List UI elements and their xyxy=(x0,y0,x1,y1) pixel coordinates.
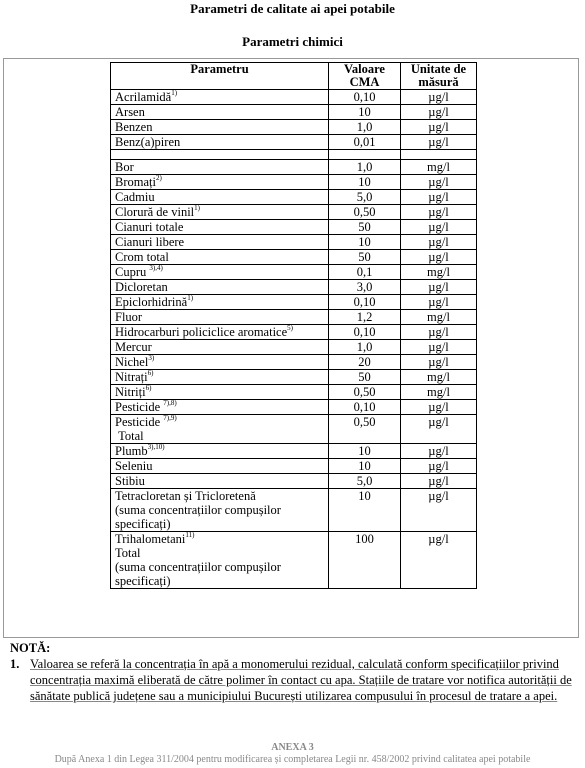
parameter-name: Acrilamidă xyxy=(115,90,172,104)
cma-value: 0,50 xyxy=(329,205,401,220)
unit-cell: µg/l xyxy=(401,120,477,135)
parameter-name: Cadmiu xyxy=(115,190,155,204)
cma-value: 10 xyxy=(329,489,401,532)
parameter-name: Mercur xyxy=(115,340,152,354)
cma-value: 50 xyxy=(329,220,401,235)
parameter-name: Tetracloretan și Tricloretenă xyxy=(115,489,256,503)
table-row xyxy=(111,135,477,150)
unit-cell: µg/l xyxy=(401,205,477,220)
parameter-name-cell xyxy=(111,120,329,135)
cma-value: 1,0 xyxy=(329,120,401,135)
unit-cell: µg/l xyxy=(401,340,477,355)
parameter-name-cell xyxy=(111,532,329,589)
parameter-name-cell xyxy=(111,474,329,489)
cma-value: 10 xyxy=(329,459,401,474)
footnote-ref: 3),4) xyxy=(149,264,163,272)
unit-cell: µg/l xyxy=(401,220,477,235)
parameter-name-cell xyxy=(111,310,329,325)
parameter-name: Seleniu xyxy=(115,459,153,473)
table-row xyxy=(111,120,477,135)
parameter-name-cell xyxy=(111,340,329,355)
parameter-name-cell xyxy=(111,295,329,310)
table-row xyxy=(111,474,477,489)
parameter-name: Benz(a)piren xyxy=(115,135,181,149)
cma-value: 5,0 xyxy=(329,474,401,489)
cma-value: 1,0 xyxy=(329,340,401,355)
unit-cell: µg/l xyxy=(401,235,477,250)
parameter-name-cell xyxy=(111,135,329,150)
table-row xyxy=(111,355,477,370)
unit-cell: mg/l xyxy=(401,370,477,385)
parameter-name: Dicloretan xyxy=(115,280,168,294)
unit-cell: mg/l xyxy=(401,265,477,280)
unit-cell: µg/l xyxy=(401,190,477,205)
column-header-parametru: Parametru xyxy=(111,63,329,90)
parameter-name: Cupru xyxy=(115,265,150,279)
footnote-ref: 7),8) xyxy=(163,399,177,407)
table-row xyxy=(111,280,477,295)
parameter-name: Bromați xyxy=(115,175,156,189)
parameter-name: Pesticide xyxy=(115,400,164,414)
table-row xyxy=(111,489,477,532)
nota-item-text: Valoarea se referă la concentrația în apă a monomerului rezidual, calculată conform specificațiilor privind concentrația maximă eliberată de către polimer în contact cu apa. Stațiile de tratare vor notifica autorității de sănătate publică județene sau a municipiului București utilizarea compusului în procesul de tratare a apei. xyxy=(30,657,572,703)
parameter-name-cell xyxy=(111,235,329,250)
parameter-name: Clorură de vinil xyxy=(115,205,195,219)
table-row xyxy=(111,459,477,474)
unit-cell: µg/l xyxy=(401,295,477,310)
parameter-name-cell xyxy=(111,400,329,415)
unit-cell: µg/l xyxy=(401,532,477,589)
parameter-name-cell xyxy=(111,355,329,370)
column-header-unitate: Unitate de măsură xyxy=(401,63,477,90)
cma-value: 20 xyxy=(329,355,401,370)
parameter-name-cell xyxy=(111,105,329,120)
parameter-name-cell xyxy=(111,325,329,340)
table-row xyxy=(111,220,477,235)
parameter-name-cell xyxy=(111,160,329,175)
table-row xyxy=(111,370,477,385)
unit-cell: µg/l xyxy=(401,489,477,532)
cma-value: 0,50 xyxy=(329,385,401,400)
cma-value: 10 xyxy=(329,105,401,120)
footnote-ref: 3),10) xyxy=(147,443,165,451)
footnote-ref: 11) xyxy=(185,531,195,539)
document-title: Parametri de calitate ai apei potabile xyxy=(190,1,395,16)
parameter-name: Cianuri libere xyxy=(115,235,185,249)
annex-label: ANEXA 3 xyxy=(271,742,314,753)
parameter-name: Cianuri totale xyxy=(115,220,184,234)
table-row xyxy=(111,250,477,265)
parameter-name: Trihalometani xyxy=(115,532,186,546)
unit-cell: µg/l xyxy=(401,459,477,474)
footnote-ref: 1) xyxy=(194,204,200,212)
table-row xyxy=(111,205,477,220)
footnote-ref: 6) xyxy=(147,369,154,377)
parameter-detail: (suma concentrațiilor compușilor specificați) xyxy=(115,503,285,531)
table-row xyxy=(111,444,477,459)
unit-cell: µg/l xyxy=(401,135,477,150)
table-row xyxy=(111,325,477,340)
cma-value: 1,0 xyxy=(329,160,401,175)
cma-value: 0,10 xyxy=(329,90,401,105)
unit-cell: µg/l xyxy=(401,474,477,489)
parameter-name: Arsen xyxy=(115,105,145,119)
nota-heading: NOTĂ: xyxy=(10,641,51,655)
unit-cell: µg/l xyxy=(401,250,477,265)
parameter-name-cell xyxy=(111,444,329,459)
cma-value: 0,10 xyxy=(329,295,401,310)
cma-value: 1,2 xyxy=(329,310,401,325)
cma-value: 10 xyxy=(329,444,401,459)
parameter-name-cell xyxy=(111,190,329,205)
table-separator-row xyxy=(111,150,477,160)
parameter-name: Benzen xyxy=(115,120,153,134)
table-header-row xyxy=(111,63,477,90)
footnote-ref: 5) xyxy=(287,324,293,332)
unit-cell: µg/l xyxy=(401,105,477,120)
parameter-detail: Total xyxy=(115,429,144,443)
document-subtitle: Parametri chimici xyxy=(242,34,343,49)
parameter-name-cell xyxy=(111,250,329,265)
column-header-valoare: Valoare CMA xyxy=(329,63,401,90)
parameter-name: Epiclorhidrină xyxy=(115,295,188,309)
unit-cell: µg/l xyxy=(401,90,477,105)
source-note: După Anexa 1 din Legea 311/2004 pentru modificarea și completarea Legii nr. 458/2002 privind calitatea apei potabile xyxy=(54,754,531,765)
footnote-ref: 1) xyxy=(171,89,178,97)
table-row xyxy=(111,105,477,120)
unit-cell: µg/l xyxy=(401,400,477,415)
cma-value: 50 xyxy=(329,370,401,385)
parameter-name-cell xyxy=(111,220,329,235)
footnote-ref: 6) xyxy=(145,384,152,392)
unit-cell: µg/l xyxy=(401,325,477,340)
cma-value: 3,0 xyxy=(329,280,401,295)
cma-value: 0,01 xyxy=(329,135,401,150)
unit-cell: mg/l xyxy=(401,385,477,400)
parameter-name: Hidrocarburi policiclice aromatice xyxy=(115,325,288,339)
parameter-name: Stibiu xyxy=(115,474,145,488)
table-row xyxy=(111,160,477,175)
unit-cell: µg/l xyxy=(401,175,477,190)
table-row xyxy=(111,175,477,190)
parameter-name-cell xyxy=(111,459,329,474)
unit-cell: µg/l xyxy=(401,355,477,370)
parameter-name-cell xyxy=(111,489,329,532)
table-row xyxy=(111,385,477,400)
unit-cell: µg/l xyxy=(401,280,477,295)
table-row xyxy=(111,265,477,280)
parameter-name: Nitriți xyxy=(115,385,146,399)
unit-cell: µg/l xyxy=(401,444,477,459)
table-row xyxy=(111,310,477,325)
parameter-name: Nitrați xyxy=(115,370,148,384)
cma-value: 50 xyxy=(329,250,401,265)
parameter-name-cell xyxy=(111,280,329,295)
parameter-name: Crom total xyxy=(115,250,169,264)
unit-cell: µg/l xyxy=(401,415,477,444)
parameter-name: Nichel xyxy=(115,355,149,369)
cma-value: 0,10 xyxy=(329,325,401,340)
parameter-name-cell xyxy=(111,90,329,105)
parameter-name: Pesticide xyxy=(115,415,164,429)
unit-cell: mg/l xyxy=(401,160,477,175)
parameter-name-cell xyxy=(111,265,329,280)
footnote-ref: 7),9) xyxy=(163,414,177,422)
cma-value: 5,0 xyxy=(329,190,401,205)
parameter-name: Fluor xyxy=(115,310,143,324)
table-row xyxy=(111,90,477,105)
parameter-name: Plumb xyxy=(115,444,148,458)
parameter-name-cell xyxy=(111,385,329,400)
cma-value: 10 xyxy=(329,235,401,250)
parameter-detail: Total (suma concentrațiilor compușilor specificați) xyxy=(115,546,281,588)
parameter-name-cell xyxy=(111,415,329,444)
parameter-name-cell xyxy=(111,370,329,385)
cma-value: 0,1 xyxy=(329,265,401,280)
nota-item-number: 1. xyxy=(10,657,20,671)
footnote-ref: 2) xyxy=(155,174,162,182)
unit-cell: mg/l xyxy=(401,310,477,325)
nota-item xyxy=(10,656,580,704)
cma-value: 0,10 xyxy=(329,400,401,415)
parameter-name-cell xyxy=(111,175,329,190)
table-row xyxy=(111,415,477,444)
table-row xyxy=(111,532,477,589)
table-row xyxy=(111,190,477,205)
cma-value: 10 xyxy=(329,175,401,190)
table-row xyxy=(111,340,477,355)
table-row xyxy=(111,400,477,415)
parameters-table xyxy=(110,62,477,589)
parameter-name-cell xyxy=(111,205,329,220)
table-row xyxy=(111,295,477,310)
footnote-ref: 1) xyxy=(187,294,194,302)
cma-value: 0,50 xyxy=(329,415,401,444)
footnote-ref: 3) xyxy=(148,354,155,362)
table-row xyxy=(111,235,477,250)
parameter-name: Bor xyxy=(115,160,134,174)
cma-value: 100 xyxy=(329,532,401,589)
